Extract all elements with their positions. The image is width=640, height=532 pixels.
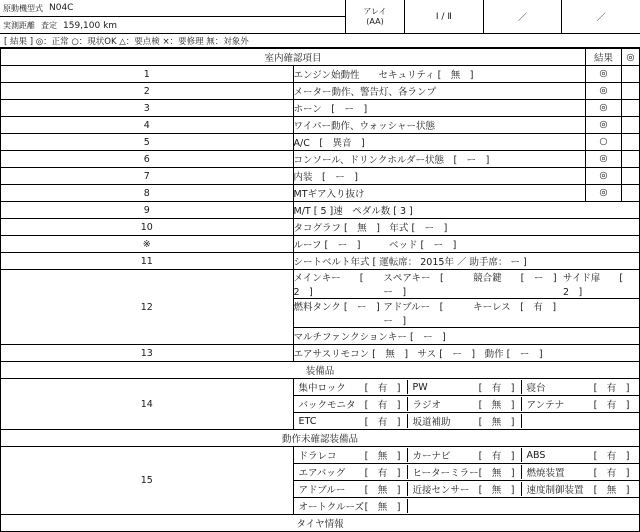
equipment-line xyxy=(293,413,640,430)
label: 寝台 xyxy=(526,383,546,394)
table-row xyxy=(1,202,640,219)
row-mark xyxy=(622,117,640,134)
label: ラジオ xyxy=(412,400,442,411)
row-text: コンソール、ドリンクホルダー状態 [ ー ] xyxy=(293,151,586,168)
unverified-heater-mirror xyxy=(408,465,522,479)
label: ETC xyxy=(298,415,317,427)
value: [ 無 ] xyxy=(593,485,630,496)
engine-model-label: 原動機型式 xyxy=(3,3,43,13)
row-text: エンジン始動性 セキュリティ [ 無 ] xyxy=(293,66,586,83)
value: [ 有 ] xyxy=(478,383,515,394)
unverified-line xyxy=(293,447,640,464)
header-right xyxy=(405,0,640,33)
row-text: ルーフ [ ー ] ベッド [ ー ] xyxy=(293,236,640,253)
adblue-key: アドブルー [ ー ] xyxy=(383,302,453,327)
header-col-c: ／ xyxy=(596,13,606,23)
row-number: 6 xyxy=(1,151,294,168)
unverified-row xyxy=(1,447,640,464)
row-number: 2 xyxy=(1,83,294,100)
row-mark xyxy=(622,66,640,83)
value: [ 有 ] xyxy=(593,451,630,462)
equipment-bed xyxy=(522,380,636,394)
keyless: キーレス [ 有 ] xyxy=(473,302,557,313)
label: アンテナ xyxy=(526,400,565,411)
label: 集中ロック xyxy=(298,383,346,394)
label: ヒーターミラー xyxy=(412,468,479,479)
label: PW xyxy=(412,381,428,393)
main-key: メインキー [ 2 ] xyxy=(293,273,374,298)
row-mark xyxy=(622,168,640,185)
value: [ 無 ] xyxy=(364,502,401,513)
row-text: シートベルト年式 [ 運転席： 2015年 ／ 助手席： ー ] xyxy=(293,253,640,270)
equipment-hill-assist xyxy=(408,414,522,428)
value: [ 有 ] xyxy=(593,383,630,394)
row-result: ◎ xyxy=(586,151,622,168)
key-block-row xyxy=(1,270,640,299)
equipment-title: 装備品 xyxy=(1,362,640,379)
value: [ 有 ] xyxy=(593,468,630,479)
row-number: 11 xyxy=(1,253,294,270)
value: [ 無 ] xyxy=(478,417,515,428)
label: バックモニタ xyxy=(298,400,356,411)
unverified-speed-limiter xyxy=(522,482,636,496)
array-label-1: アレイ xyxy=(363,6,387,16)
row-result: ◎ xyxy=(586,117,622,134)
label: エアバッグ xyxy=(298,468,346,479)
key-line-2 xyxy=(293,299,640,328)
row-number: 3 xyxy=(1,100,294,117)
value: [ 有 ] xyxy=(364,417,401,428)
label: ABS xyxy=(526,449,546,461)
header-col-b: ／ xyxy=(484,0,563,33)
mileage-value: 159,100 km xyxy=(63,20,118,31)
row-result: ○ xyxy=(586,134,622,151)
tire-title: タイヤ情報 xyxy=(1,515,640,532)
row-text: ホーン [ ー ] xyxy=(293,100,586,117)
unverified-auto-cruise xyxy=(294,499,408,513)
row-number: 7 xyxy=(1,168,294,185)
table-row xyxy=(1,151,640,168)
unverified-dashcam xyxy=(294,448,408,462)
value: [ 有 ] xyxy=(364,383,401,394)
row-text: MTギア入り抜け xyxy=(293,185,586,202)
unverified-title: 動作未確認装備品 xyxy=(1,430,640,447)
mileage-label: 実測距離 xyxy=(3,21,35,30)
table-row xyxy=(1,117,640,134)
mark-header: ◎ xyxy=(622,49,640,66)
value: [ 無 ] xyxy=(364,451,401,462)
row-text: A/C [ 異音 ] xyxy=(293,134,586,151)
competing-key: 競合鍵 [ ー ] xyxy=(473,273,557,284)
tire-section-header xyxy=(1,515,640,532)
mileage-sublabel: 査定 xyxy=(41,21,57,30)
equipment-line xyxy=(293,379,640,396)
equipment-section-header xyxy=(1,362,640,379)
unverified-line xyxy=(293,481,640,498)
row-number: ※ xyxy=(1,236,294,253)
value: [ 無 ] xyxy=(478,400,515,411)
row-number: 14 xyxy=(1,379,294,430)
table-row xyxy=(1,66,640,83)
mileage-row xyxy=(0,17,345,34)
row-number: 15 xyxy=(1,447,294,515)
unverified-combustion-device xyxy=(522,465,636,479)
row-mark xyxy=(622,151,640,168)
result-header: 結果 xyxy=(586,49,622,66)
interior-check-table xyxy=(0,48,640,532)
equipment-etc xyxy=(294,414,408,428)
equipment-radio xyxy=(408,397,522,411)
unverified-line xyxy=(293,498,640,515)
equipment-back-monitor xyxy=(294,397,408,411)
value: [ 有 ] xyxy=(593,400,630,411)
label: オートクルーズ xyxy=(298,502,365,513)
value: [ 無 ] xyxy=(478,468,515,479)
row-number: 1 xyxy=(1,66,294,83)
fuel-tank: 燃料タンク [ ー ] xyxy=(293,302,380,313)
row-text: タコグラフ [ 無 ] 年式 [ ー ] xyxy=(293,219,640,236)
equipment-antenna xyxy=(522,397,636,411)
section-header-row xyxy=(1,49,640,66)
row-result: ◎ xyxy=(586,100,622,117)
equipment-pw xyxy=(408,380,522,394)
table-row xyxy=(1,168,640,185)
row-text: メーター動作、警告灯、各ランプ xyxy=(293,83,586,100)
row-text: M/T [ 5 ]速 ペダル数 [ 3 ] xyxy=(293,202,640,219)
label: ドラレコ xyxy=(298,451,337,462)
row-text: ワイパー動作、ウォッシャー状態 xyxy=(293,117,586,134)
table-row xyxy=(1,253,640,270)
row-number: 10 xyxy=(1,219,294,236)
table-row xyxy=(1,185,640,202)
row-mark xyxy=(622,134,640,151)
row-number: 12 xyxy=(1,270,294,345)
value: [ 有 ] xyxy=(364,400,401,411)
row-number: 9 xyxy=(1,202,294,219)
result-legend: [ 結果 ] ◎：正常 ○：現状OK △：要点検 ×：要修理 無：対象外 xyxy=(0,34,640,48)
header-band xyxy=(0,0,640,34)
unverified-abs xyxy=(522,448,636,462)
engine-model-value: N04C xyxy=(49,3,74,13)
row-number: 5 xyxy=(1,134,294,151)
label: 坂道補助 xyxy=(412,417,451,428)
section-title: 室内確認項目 xyxy=(1,49,586,66)
value: [ 有 ] xyxy=(364,468,401,479)
label: アドブルー xyxy=(298,485,346,496)
row-result: ◎ xyxy=(586,185,622,202)
unverified-adblue xyxy=(294,482,408,496)
header-left xyxy=(0,0,345,33)
array-cell xyxy=(345,0,405,33)
table-row xyxy=(1,83,640,100)
label: 燃焼装置 xyxy=(526,468,565,479)
unverified-line xyxy=(293,464,640,481)
array-label-2: (AA) xyxy=(366,16,384,26)
table-row xyxy=(1,219,640,236)
table-row xyxy=(1,345,640,362)
row-mark xyxy=(622,83,640,100)
row-number: 13 xyxy=(1,345,294,362)
unverified-proximity-sensor xyxy=(408,482,522,496)
engine-model-row xyxy=(0,0,345,17)
multifunction-key: マルチファンクションキー [ ー ] xyxy=(293,328,640,345)
side-door: サイド扉 [ 2 ] xyxy=(562,273,633,298)
key-line2-d xyxy=(563,299,639,327)
unverified-carnavi xyxy=(408,448,522,462)
key-line-1 xyxy=(293,270,640,299)
row-mark xyxy=(622,185,640,202)
row-number: 4 xyxy=(1,117,294,134)
table-row xyxy=(1,134,640,151)
value: [ 無 ] xyxy=(478,485,515,496)
row-mark xyxy=(622,100,640,117)
label: 速度制御装置 xyxy=(526,485,584,496)
row-result: ◎ xyxy=(586,168,622,185)
label: カーナビ xyxy=(412,451,451,462)
value: [ 無 ] xyxy=(364,485,401,496)
unverified-section-header xyxy=(1,430,640,447)
label: 近接センサー xyxy=(412,485,470,496)
row-text: エアサスリモコン [ 無 ] サス [ ー ] 動作 [ ー ] xyxy=(293,345,640,362)
row-number: 8 xyxy=(1,185,294,202)
unverified-airbag xyxy=(294,465,408,479)
equipment-central-lock xyxy=(294,380,408,394)
spare-key: スペアキー [ ー ] xyxy=(383,273,454,298)
row-text: 内装 [ ー ] xyxy=(293,168,586,185)
equipment-row xyxy=(1,379,640,396)
row-result: ◎ xyxy=(586,83,622,100)
table-row xyxy=(1,236,640,253)
table-row xyxy=(1,100,640,117)
equipment-line xyxy=(293,396,640,413)
row-result: ◎ xyxy=(586,66,622,83)
value: [ 有 ] xyxy=(478,451,515,462)
header-col-a: Ⅰ / Ⅱ xyxy=(405,0,484,33)
